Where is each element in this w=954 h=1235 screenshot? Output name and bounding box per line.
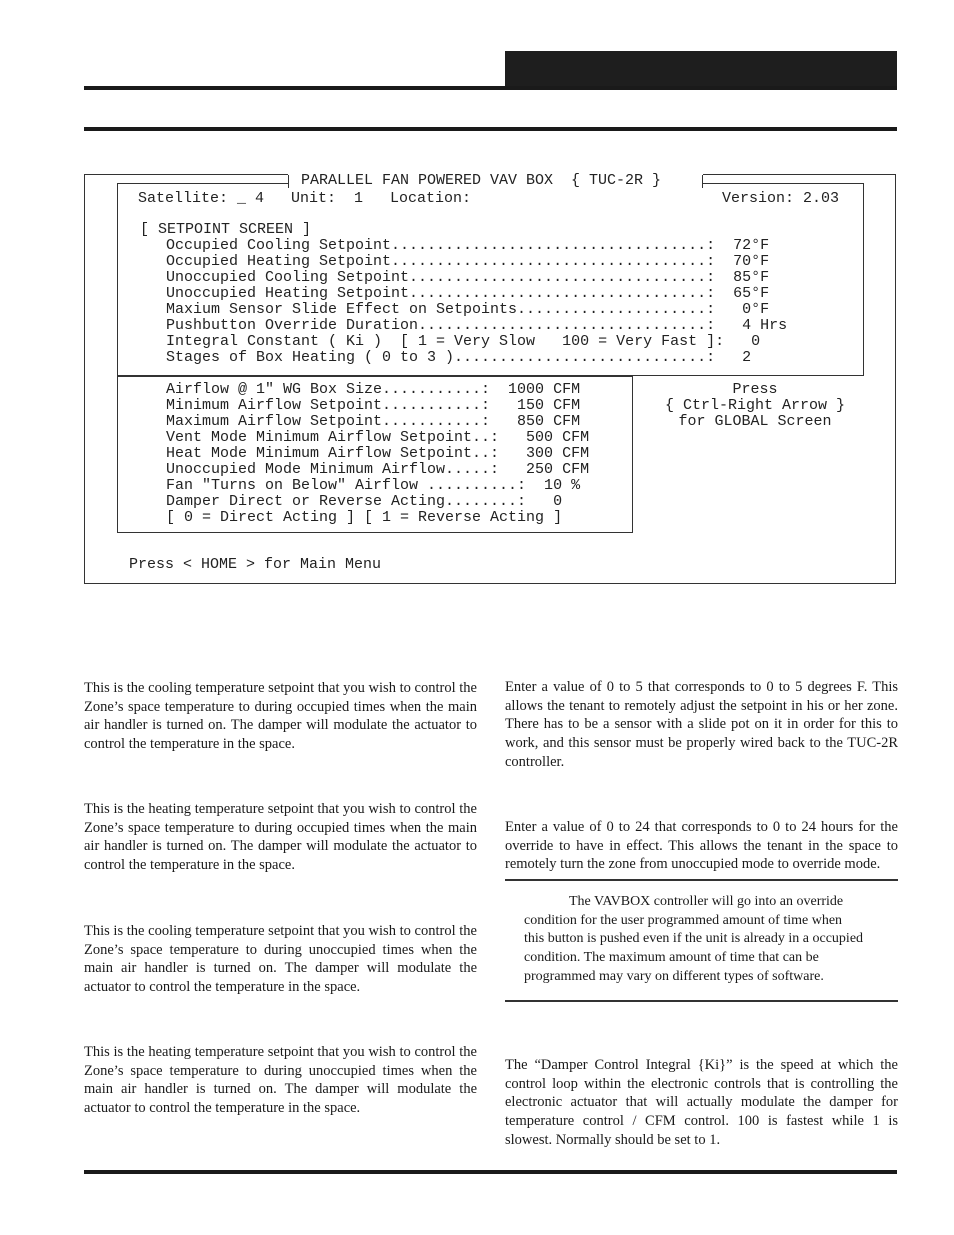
- setpoint-row: Stages of Box Heating ( 0 to 3 )............................: 2: [166, 349, 752, 366]
- setpoint-screen-label: [ SETPOINT SCREEN ]: [140, 221, 312, 238]
- airflow-list: [166, 382, 589, 526]
- screen-title-frame: [288, 173, 703, 189]
- integral-description: The “Damper Control Integral {Ki}” is the speed at which the control loop within the electronic controls that is controlling the electronic actuator that will actually modulate the damper for temperature control / CFM control. 100 is fastest while 1 is slowest. Normally should be set to 1.: [505, 1057, 898, 1148]
- header-bar: [505, 51, 897, 88]
- note-top-rule: [505, 879, 898, 881]
- hint-line: { Ctrl-Right Arrow }: [664, 397, 846, 414]
- airflow-row: Maximum Airflow Setpoint...........: 850 CFM: [166, 413, 581, 430]
- override-duration-description: Enter a value of 0 to 24 that corresponds to 0 to 24 hours for the override to have in effect. This allows the tenant in the space to remotely turn the zone from unoccupied mode to override mode.: [505, 819, 898, 873]
- setpoint-row: Unoccupied Heating Setpoint.................................: 65°F: [166, 285, 770, 302]
- setpoint-list: [166, 238, 787, 366]
- airflow-row: Damper Direct or Reverse Acting........: 0: [166, 493, 563, 510]
- header-rule: [84, 86, 897, 90]
- airflow-row: Airflow @ 1" WG Box Size...........: 1000 CFM: [166, 381, 581, 398]
- override-note: The VAVBOX controller will go into an override condition for the user programmed amount of time when this button is pushed even if the unit is already in a occupied condition. The maximum amount of time that can be programmed may vary on different types of software.: [524, 894, 864, 984]
- airflow-row: Minimum Airflow Setpoint...........: 150 CFM: [166, 397, 581, 414]
- setpoint-row: Unoccupied Cooling Setpoint.................................: 85°F: [166, 269, 770, 286]
- airflow-row: Fan "Turns on Below" Airflow ..........: 10 %: [166, 477, 581, 494]
- setpoint-row: Occupied Cooling Setpoint...................................: 72°F: [166, 237, 770, 254]
- hint-line: Press: [732, 381, 778, 398]
- screen-title: PARALLEL FAN POWERED VAV BOX { TUC-2R }: [301, 172, 662, 189]
- setpoint-row: Maxium Sensor Slide Effect on Setpoints.....................: 0°F: [166, 301, 770, 318]
- setpoint-row: Occupied Heating Setpoint...................................: 70°F: [166, 253, 770, 270]
- note-bottom-rule: [505, 1000, 898, 1002]
- occupied-cooling-description: This is the cooling temperature setpoint that you wish to control the Zone’s space temperature to during occupied times when the main air handler is turned on. The damper will modulate the actuator to control the temperature in the space.: [84, 680, 477, 753]
- footer-rule: [84, 1170, 897, 1174]
- status-line: Satellite: _ 4 Unit: 1 Location:: [138, 190, 472, 207]
- unoccupied-cooling-description: This is the cooling temperature setpoint that you wish to control the Zone’s space temperature to during unoccupied times when the main air handler is turned on. The damper will modulate the actuator to control the temperature in the space.: [84, 923, 477, 996]
- airflow-row: Unoccupied Mode Minimum Airflow.....: 250 CFM: [166, 461, 590, 478]
- version-label: Version: 2.03: [722, 190, 840, 207]
- occupied-heating-description: This is the heating temperature setpoint that you wish to control the Zone’s space temperature to during occupied times when the main air handler is turned on. The damper will modulate the actuator to control the temperature in the space.: [84, 801, 477, 874]
- hint-line: for GLOBAL Screen: [678, 413, 832, 430]
- unoccupied-heating-description: This is the heating temperature setpoint that you wish to control the Zone’s space temperature to during unoccupied times when the main air handler is turned on. The damper will modulate the actuator to control the temperature in the space.: [84, 1044, 477, 1117]
- airflow-row: [ 0 = Direct Acting ] [ 1 = Reverse Acting ]: [166, 509, 563, 526]
- slide-effect-description: Enter a value of 0 to 5 that corresponds to 0 to 5 degrees F. This allows the tenant to remotely adjust the setpoint in his or her zone. There has to be a sensor with a slide pot on it in order for this to work, and this sensor must be properly wired back to the TUC-2R controller.: [505, 679, 898, 770]
- home-hint: Press < HOME > for Main Menu: [129, 556, 382, 573]
- global-screen-hint: [640, 382, 870, 430]
- setpoint-row: Integral Constant ( Ki ) [ 1 = Very Slow 100 = Very Fast ]: 0: [166, 333, 761, 350]
- section-rule: [84, 127, 897, 131]
- setpoint-row: Pushbutton Override Duration................................: 4 Hrs: [166, 317, 788, 334]
- airflow-row: Vent Mode Minimum Airflow Setpoint..: 500 CFM: [166, 429, 590, 446]
- airflow-row: Heat Mode Minimum Airflow Setpoint..: 300 CFM: [166, 445, 590, 462]
